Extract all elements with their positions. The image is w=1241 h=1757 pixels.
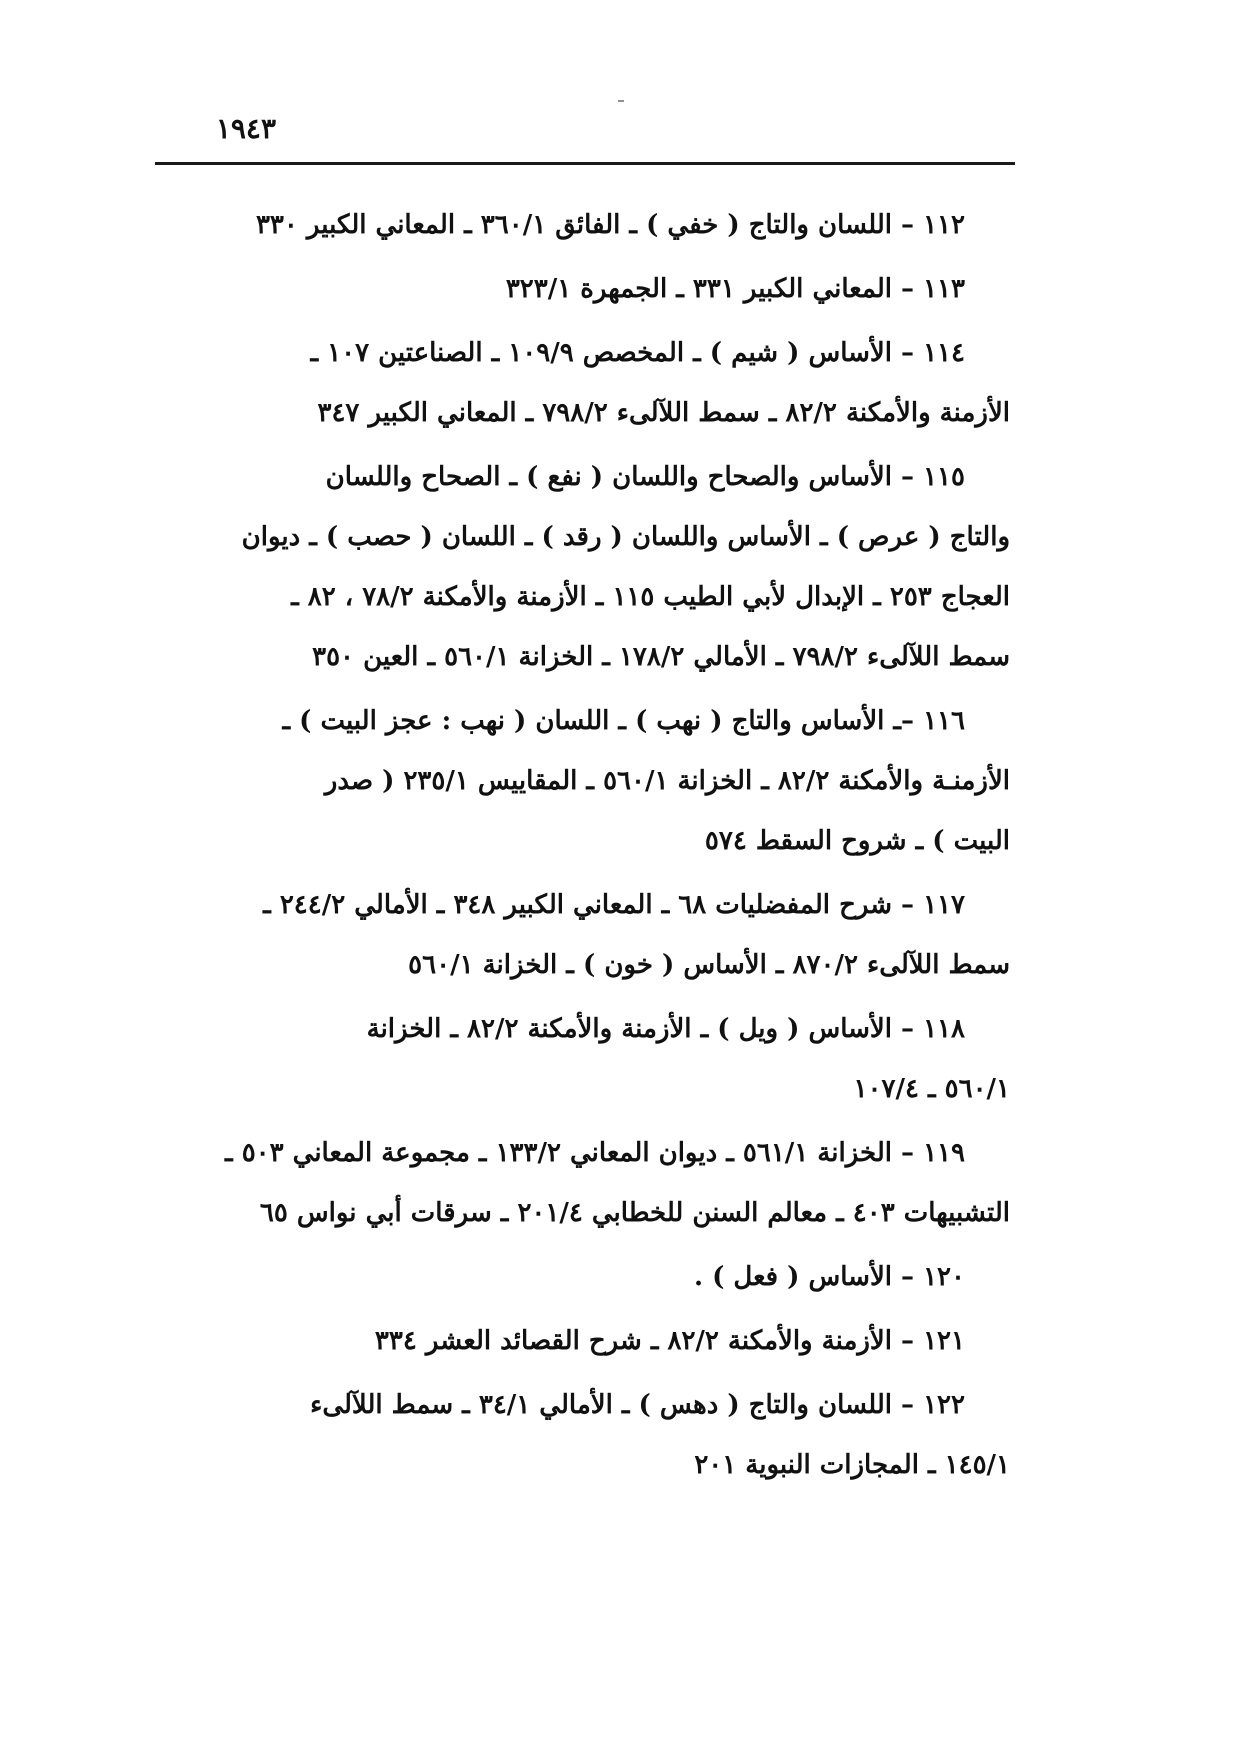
footnote-entry — [170, 1375, 1010, 1495]
footnote-entry — [170, 875, 1010, 995]
footnote-line: سمط اللآلىء ٧٩٨/٢ ـ الأمالي ١٧٨/٢ ـ الخزانة ٥٦٠/١ ـ العين ٣٥٠ — [312, 642, 1010, 672]
footnote-entry — [170, 1247, 1010, 1307]
footnote-line: والتاج ( عرص ) ـ الأساس واللسان ( رقد ) ـ اللسان ( حصب ) ـ ديوان — [241, 522, 1010, 552]
footnote-entry — [170, 1123, 1010, 1243]
footnote-line: ١١٦ –ـ الأساس والتاج ( نهب ) ـ اللسان ( نهب : عجز البيت ) ـ — [282, 706, 965, 736]
page-number: ١٩٤٣ — [215, 112, 276, 145]
footnote-entry — [170, 447, 1010, 687]
footnote-line: ١١٩ – الخزانة ٥٦١/١ ـ ديوان المعاني ١٣٣/٢ ـ مجموعة المعاني ٥٠٣ ـ — [225, 1138, 965, 1168]
footnote-list — [170, 195, 1010, 1499]
footnote-line: ١١٨ – الأساس ( ويل ) ـ الأزمنة والأمكنة ٨٢/٢ ـ الخزانة — [366, 1014, 965, 1044]
footnote-line: ١٢١ – الأزمنة والأمكنة ٨٢/٢ ـ شرح القصائد العشر ٣٣٤ — [374, 1326, 965, 1356]
footnote-entry — [170, 1311, 1010, 1371]
footnote-line: الأزمنة والأمكنة ٨٢/٢ ـ سمط اللآلىء ٧٩٨/٢ ـ المعاني الكبير ٣٤٧ — [317, 398, 1010, 428]
footnote-line: سمط اللآلىء ٨٧٠/٢ ـ الأساس ( خون ) ـ الخزانة ٥٦٠/١ — [408, 950, 1010, 980]
footnote-entry — [170, 999, 1010, 1119]
scan-speck — [618, 100, 624, 102]
footnote-line: ١٢٠ – الأساس ( فعل ) . — [693, 1262, 965, 1292]
footnote-line: ١١٢ – اللسان والتاج ( خفي ) ـ الفائق ٣٦٠/١ ـ المعاني الكبير ٣٣٠ — [255, 210, 965, 240]
footnote-entry — [170, 691, 1010, 871]
footnote-line: ١١٥ – الأساس والصحاح واللسان ( نفع ) ـ الصحاح واللسان — [325, 462, 965, 492]
footnote-line: ١١٤ – الأساس ( شيم ) ـ المخصص ١٠٩/٩ ـ الصناعتين ١٠٧ ـ — [310, 338, 965, 368]
footnote-line: التشبيهات ٤٠٣ ـ معالم السنن للخطابي ٢٠١/٤ ـ سرقات أبي نواس ٦٥ — [259, 1198, 1010, 1228]
footnote-entry — [170, 323, 1010, 443]
footnote-line: ٥٦٠/١ ـ ١٠٧/٤ — [853, 1074, 1010, 1104]
footnote-entry — [170, 259, 1010, 319]
footnote-entry — [170, 195, 1010, 255]
header-rule — [155, 162, 1015, 165]
footnote-line: ١١٧ – شرح المفضليات ٦٨ ـ المعاني الكبير ٣٤٨ ـ الأمالي ٢٤٤/٢ ـ — [263, 890, 965, 920]
footnote-line: ١٢٢ – اللسان والتاج ( دهس ) ـ الأمالي ٣٤/١ ـ سمط اللآلىء — [310, 1390, 965, 1420]
footnote-line: ١١٣ – المعاني الكبير ٣٣١ ـ الجمهرة ٣٢٣/١ — [505, 274, 965, 304]
footnote-line: البيت ) ـ شروح السقط ٥٧٤ — [704, 826, 1010, 856]
footnote-line: العجاج ٢٥٣ ـ الإبدال لأبي الطيب ١١٥ ـ الأزمنة والأمكنة ٧٨/٢ ، ٨٢ ـ — [291, 582, 1010, 612]
footnote-line: الأزمنـة والأمكنة ٨٢/٢ ـ الخزانة ٥٦٠/١ ـ المقاييس ٢٣٥/١ ( صدر — [324, 766, 1010, 796]
footnote-line: ١٤٥/١ ـ المجازات النبوية ٢٠١ — [694, 1450, 1010, 1480]
